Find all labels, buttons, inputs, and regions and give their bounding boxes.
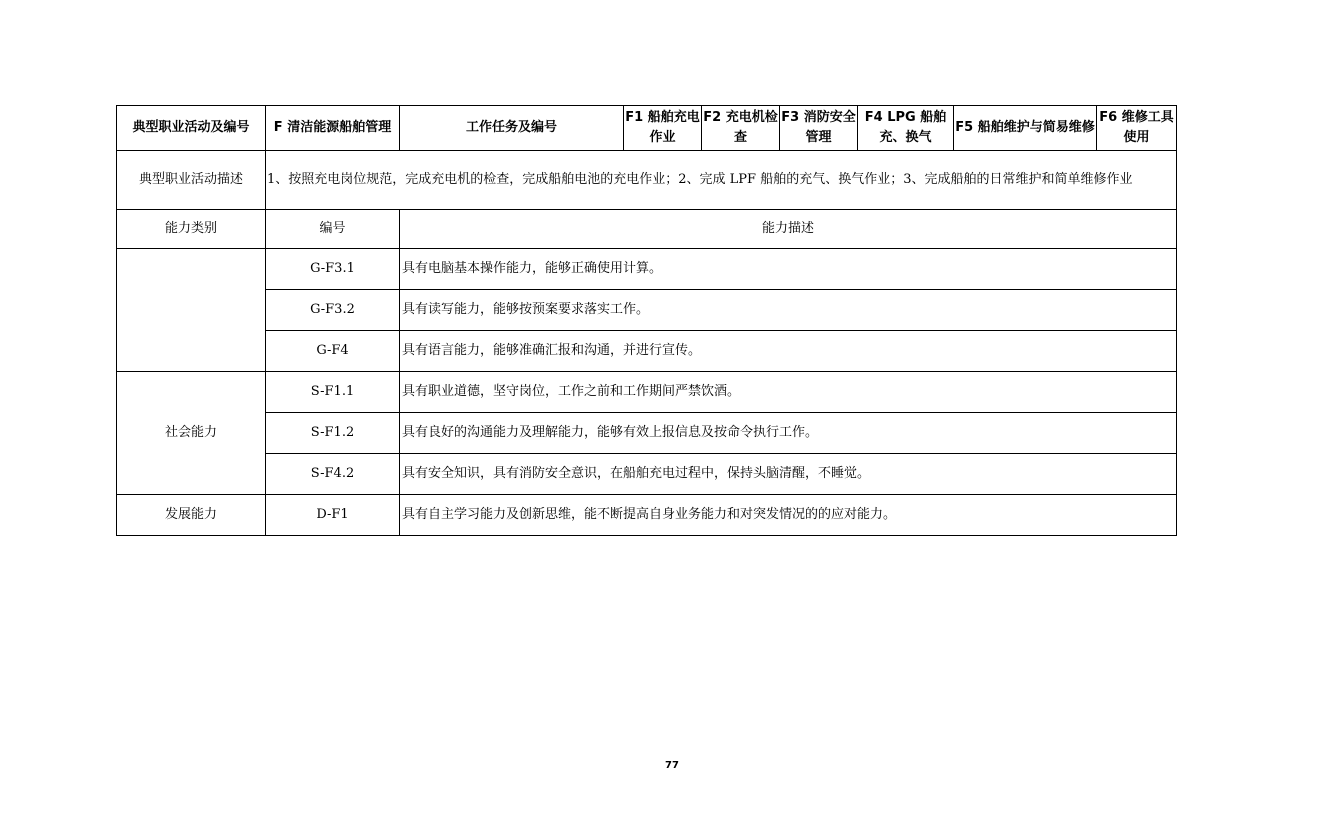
table-row	[117, 290, 1177, 331]
ability-desc: 具有读写能力，能够按预案要求落实工作。	[400, 290, 1177, 331]
category-header: 能力类别	[117, 210, 266, 249]
ability-code: D-F1	[266, 495, 400, 536]
category-blank	[117, 249, 266, 372]
ability-desc: 具有自主学习能力及创新思维，能不断提高自身业务能力和对突发情况的的应对能力。	[400, 495, 1177, 536]
table-row	[117, 331, 1177, 372]
ability-code: S-F1.2	[266, 413, 400, 454]
ability-desc: 具有良好的沟通能力及理解能力，能够有效上报信息及按命令执行工作。	[400, 413, 1177, 454]
task-f3: F3 消防安全管理	[780, 106, 858, 151]
ability-desc: 具有电脑基本操作能力，能够正确使用计算。	[400, 249, 1177, 290]
ability-code: S-F1.1	[266, 372, 400, 413]
desc-header: 能力描述	[400, 210, 1177, 249]
tasks-label: 工作任务及编号	[400, 106, 624, 151]
task-f1: F1 船舶充电作业	[624, 106, 702, 151]
page-number: 77	[665, 760, 679, 771]
table-row	[117, 454, 1177, 495]
description-row	[117, 151, 1177, 210]
activity-label: 典型职业活动及编号	[117, 106, 266, 151]
table-row	[117, 249, 1177, 290]
task-f6: F6 维修工具使用	[1097, 106, 1177, 151]
task-f5: F5 船舶维护与简易维修	[954, 106, 1097, 151]
task-f2: F2 充电机检查	[702, 106, 780, 151]
table-row	[117, 372, 1177, 413]
competency-table	[116, 105, 1177, 536]
task-f4: F4 LPG 船舶充、换气	[858, 106, 954, 151]
ability-code: G-F3.1	[266, 249, 400, 290]
category-social: 社会能力	[117, 372, 266, 495]
ability-code: G-F3.2	[266, 290, 400, 331]
code-header: 编号	[266, 210, 400, 249]
table-row	[117, 495, 1177, 536]
column-header-row	[117, 210, 1177, 249]
ability-code: G-F4	[266, 331, 400, 372]
description-label: 典型职业活动描述	[117, 151, 266, 210]
table-row	[117, 413, 1177, 454]
activity-value: F 清洁能源船舶管理	[266, 106, 400, 151]
ability-desc: 具有语言能力，能够准确汇报和沟通，并进行宣传。	[400, 331, 1177, 372]
ability-desc: 具有职业道德，坚守岗位，工作之前和工作期间严禁饮酒。	[400, 372, 1177, 413]
ability-desc: 具有安全知识，具有消防安全意识，在船舶充电过程中，保持头脑清醒，不睡觉。	[400, 454, 1177, 495]
header-row	[117, 106, 1177, 151]
ability-code: S-F4.2	[266, 454, 400, 495]
description-text: 1、按照充电岗位规范，完成充电机的检查，完成船舶电池的充电作业；2、完成 LPF 船舶的充气、换气作业；3、完成船舶的日常维护和简单维修作业	[266, 151, 1177, 210]
category-development: 发展能力	[117, 495, 266, 536]
